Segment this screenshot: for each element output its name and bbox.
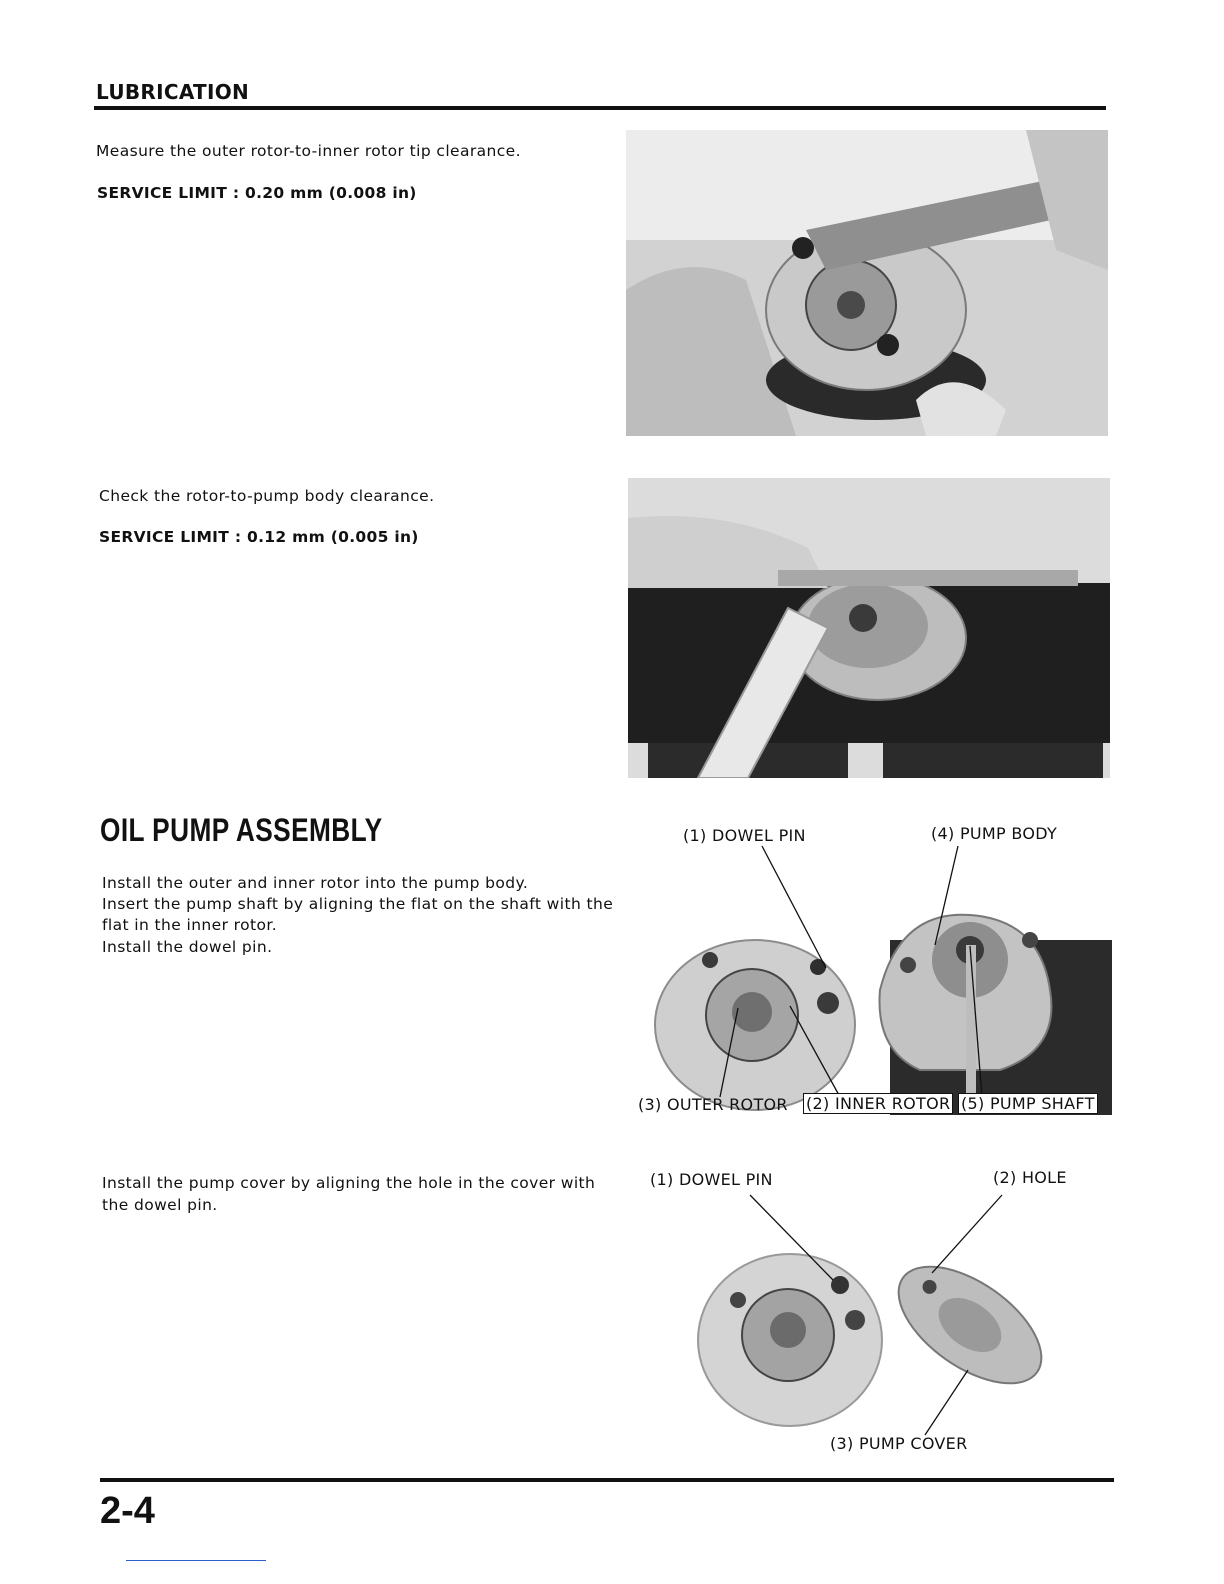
assembly-label-inner-rotor: (2) INNER ROTOR [803, 1093, 953, 1114]
assembly-line-2: Insert the pump shaft by aligning the flat on the shaft with the [102, 895, 614, 913]
body-clearance-limit: SERVICE LIMIT : 0.12 mm (0.005 in) [99, 528, 419, 546]
cover-figure [640, 1165, 1116, 1465]
assembly-line-3: flat in the inner rotor. [102, 916, 278, 934]
section-title: LUBRICATION [96, 80, 250, 104]
header-rule [94, 106, 1106, 110]
assembly-figure [640, 820, 1116, 1120]
page-number: 2-4 [100, 1490, 155, 1532]
tip-clearance-limit: SERVICE LIMIT : 0.20 mm (0.008 in) [97, 184, 417, 202]
assembly-label-pump-body: (4) PUMP BODY [931, 824, 1058, 843]
cover-line-2: the dowel pin. [102, 1196, 218, 1214]
footer-rule [100, 1478, 1114, 1482]
assembly-label-dowel-pin: (1) DOWEL PIN [683, 826, 806, 845]
tip-clearance-photo [626, 130, 1108, 436]
assembly-line-1: Install the outer and inner rotor into the pump body. [102, 874, 529, 892]
tip-clearance-instruction: Measure the outer rotor-to-inner rotor tip clearance. [96, 142, 521, 160]
cover-label-dowel-pin: (1) DOWEL PIN [650, 1170, 773, 1189]
cover-line-1: Install the pump cover by aligning the hole in the cover with [102, 1174, 596, 1192]
assembly-heading: OIL PUMP ASSEMBLY [100, 812, 383, 848]
body-clearance-instruction: Check the rotor-to-pump body clearance. [99, 487, 435, 505]
cover-label-hole: (2) HOLE [993, 1168, 1067, 1187]
assembly-line-4: Install the dowel pin. [102, 938, 273, 956]
body-clearance-photo [628, 478, 1110, 778]
page-link-underline [126, 1560, 266, 1561]
assembly-label-pump-shaft: (5) PUMP SHAFT [958, 1093, 1098, 1114]
assembly-label-outer-rotor: (3) OUTER ROTOR [638, 1095, 788, 1114]
cover-label-pump-cover: (3) PUMP COVER [830, 1434, 968, 1453]
